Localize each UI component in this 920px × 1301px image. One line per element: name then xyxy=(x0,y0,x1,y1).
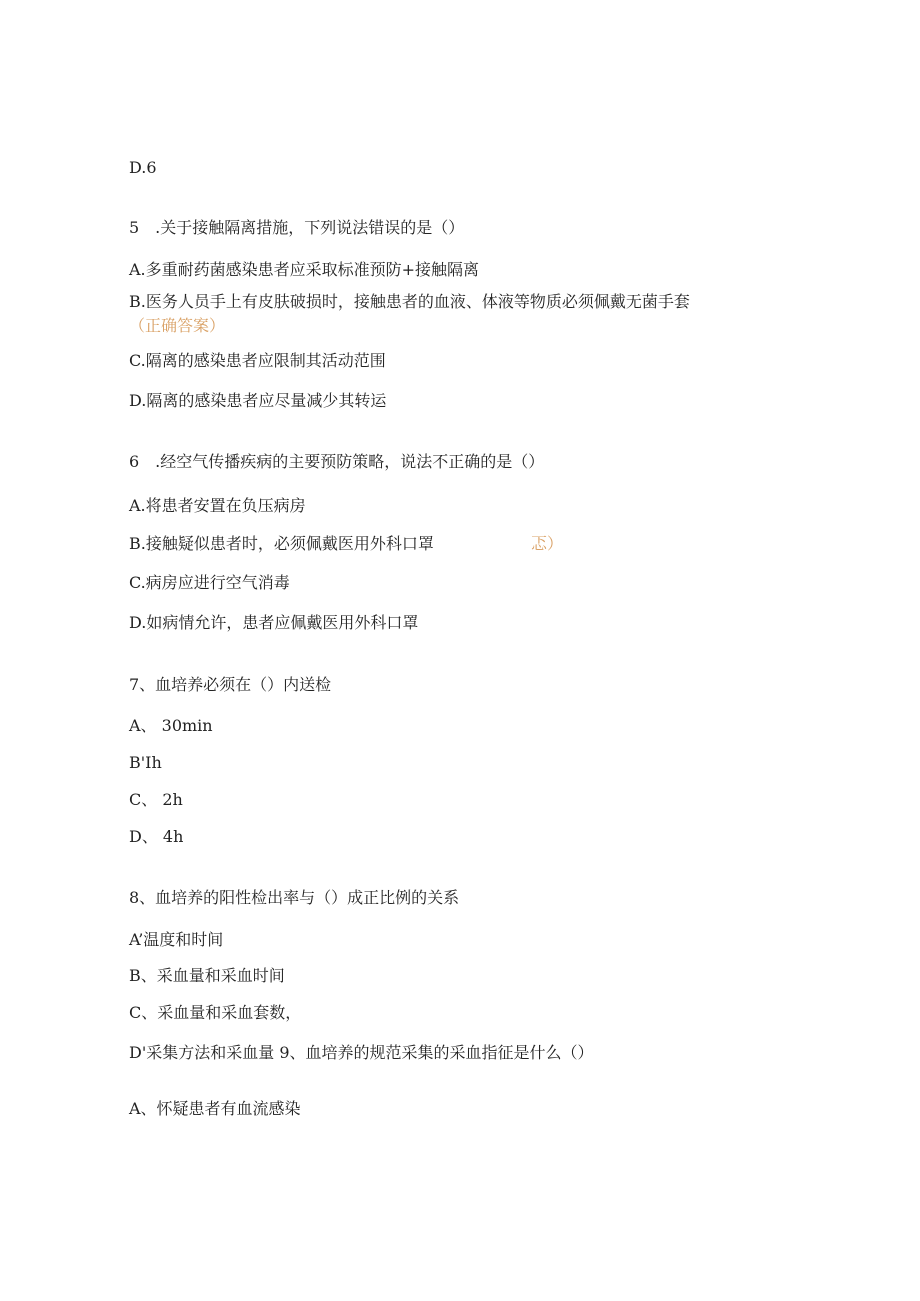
q9-option-a: A、怀疑患者有血流感染 xyxy=(129,1099,301,1118)
q8-option-d-and-question-9-stem: D'采集方法和采血量 9、血培养的规范采集的采血指征是什么（） xyxy=(129,1043,594,1062)
q6-option-b: B.接触疑似患者时，必须佩戴医用外科口罩 xyxy=(129,534,434,553)
q7-option-a: A、 30min xyxy=(129,716,213,735)
q8-option-c: C、采血量和采血套数， xyxy=(129,1003,302,1022)
q6-option-d: D.如病情允许，患者应佩戴医用外科口罩 xyxy=(129,613,419,632)
question-5-stem: 5 .关于接触隔离措施，下列说法错误的是（） xyxy=(129,218,465,237)
q6-option-c: C.病房应进行空气消毒 xyxy=(129,573,290,592)
q6-answer-hint: 忑） xyxy=(531,534,564,553)
q7-option-c: C、 2h xyxy=(129,790,183,809)
q5-option-c: C.隔离的感染患者应限制其活动范围 xyxy=(129,351,386,370)
q5-option-d: D.隔离的感染患者应尽量减少其转运 xyxy=(129,391,387,410)
question-8-stem: 8、血培养的阳性检出率与（）成正比例的关系 xyxy=(129,888,460,907)
q5-option-b-text: B.医务人员手上有皮肤破损时，接触患者的血液、体液等物质必须佩戴无菌手套 xyxy=(129,292,690,311)
q4-option-d: D.6 xyxy=(129,158,157,177)
q5-option-a: A.多重耐药菌感染患者应采取标准预防+接触隔离 xyxy=(129,260,480,279)
q7-option-d: D、 4h xyxy=(129,827,184,846)
q6-option-a: A.将患者安置在负压病房 xyxy=(129,496,306,515)
question-7-stem: 7、血培养必须在（）内送检 xyxy=(129,675,332,694)
q5-option-b xyxy=(129,290,779,338)
q5-answer-hint: （正确答案） xyxy=(129,316,226,335)
q8-option-b: B、采血量和采血时间 xyxy=(129,966,285,985)
question-6-stem: 6 .经空气传播疾病的主要预防策略，说法不正确的是（） xyxy=(129,452,545,471)
q7-option-b: B'Ih xyxy=(129,753,162,772)
q8-option-a: A’温度和时间 xyxy=(129,930,224,949)
